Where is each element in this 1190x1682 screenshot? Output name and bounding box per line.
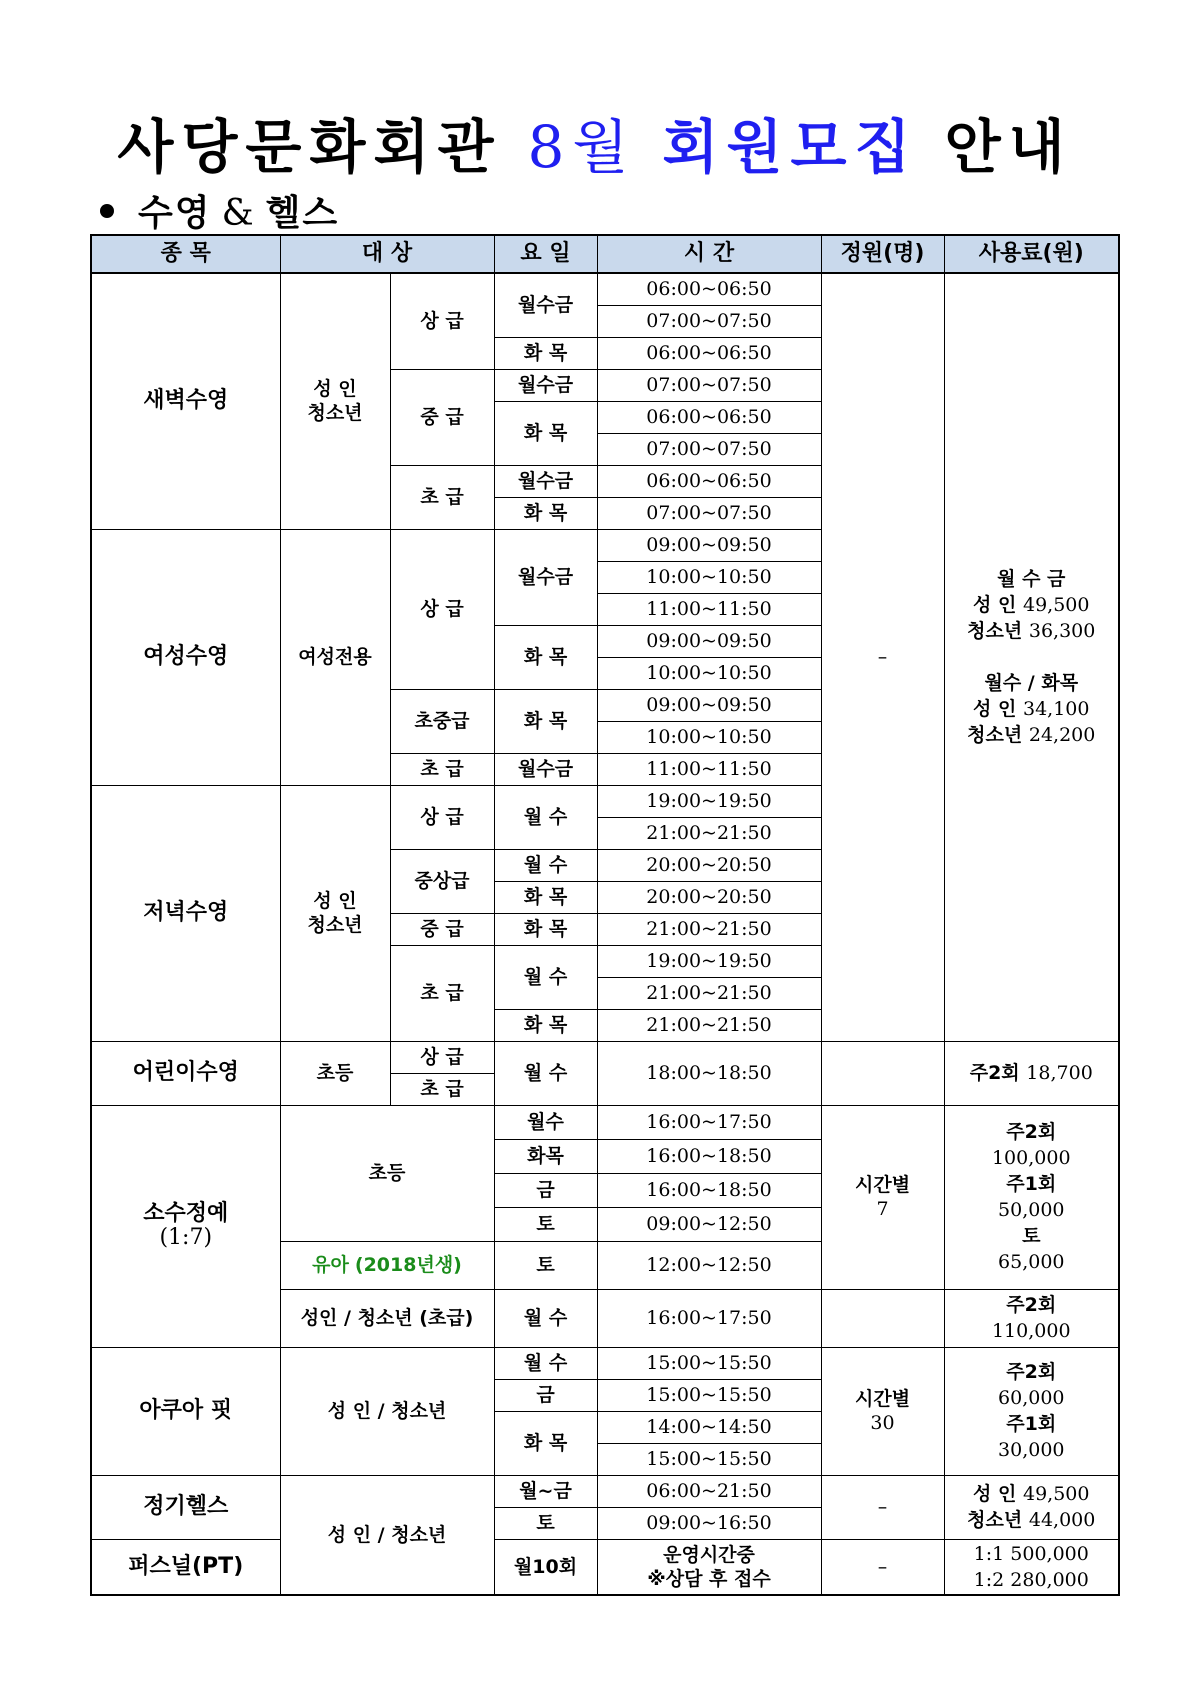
program-evening-swim: 저녁수영	[91, 785, 280, 1041]
capacity-swim: –	[821, 273, 944, 1041]
header-capacity: 정원(명)	[821, 235, 944, 273]
table-row: 화 목 06:00~06:50	[91, 337, 1119, 369]
header-fee: 사용료(원)	[944, 235, 1119, 273]
table-row: 화 목 07:00~07:50	[91, 497, 1119, 529]
program-aqua-fit: 아쿠아 핏	[91, 1347, 280, 1475]
table-row: 금 16:00~18:50	[91, 1173, 1119, 1207]
program-women-swim: 여성수영	[91, 529, 280, 785]
title-part3: 회원모집	[662, 113, 919, 181]
target-women-only: 여성전용	[280, 529, 390, 785]
table-row: 10:00~10:50	[91, 561, 1119, 593]
header-time: 시 간	[597, 235, 821, 273]
title-part4: 안내	[944, 113, 1073, 181]
table-row: 금 15:00~15:50	[91, 1379, 1119, 1411]
table-row: 10:00~10:50	[91, 721, 1119, 753]
header-target: 대 상	[280, 235, 494, 273]
program-pt: 퍼스널(PT)	[91, 1539, 280, 1595]
program-gym: 정기헬스	[91, 1475, 280, 1539]
table-header-row	[91, 235, 1119, 273]
table-row: 초중급 화 목 09:00~09:50	[91, 689, 1119, 721]
table-row: 화 목 20:00~20:50	[91, 881, 1119, 913]
table-row: 유아 (2018년생) 토 12:00~12:50	[91, 1241, 1119, 1289]
section-subtitle: 수영 & 헬스	[100, 185, 339, 236]
program-kids-swim: 어린이수영	[91, 1041, 280, 1105]
fee-aqua: 주2회 60,000 주1회 30,000	[944, 1347, 1119, 1475]
table-row: 화 목 14:00~14:50	[91, 1411, 1119, 1443]
table-row: 성인 / 청소년 (초급) 월 수 16:00~17:50 주2회 110,000	[91, 1289, 1119, 1347]
table-row: 10:00~10:50	[91, 657, 1119, 689]
target-adult-youth: 성 인 청소년	[280, 273, 390, 529]
fee-swim: 월 수 금 성 인 49,500 청소년 36,300 월수 / 화목 성 인 34,100 청소년 24,200	[944, 273, 1119, 1041]
schedule-table	[90, 234, 1120, 1596]
capacity-aqua: 시간별 30	[821, 1347, 944, 1475]
fee-small-group-adult: 주2회 110,000	[944, 1289, 1119, 1347]
table-row: 화 목 09:00~09:50	[91, 625, 1119, 657]
table-row: 퍼스널(PT) 월10회 운영시간중 ※상담 후 접수 – 1:1 500,000 1:2 280,000	[91, 1539, 1119, 1567]
table-row: 중 급 화 목 21:00~21:50	[91, 913, 1119, 945]
table-row: 여성수영 여성전용 상 급 월수금 09:00~09:50	[91, 529, 1119, 561]
table-row: 07:00~07:50	[91, 433, 1119, 465]
table-row: 토 09:00~12:50	[91, 1207, 1119, 1241]
table-row: 새벽수영 성 인 청소년 상 급 월수금 06:00~06:50 – 월 수 금 성 인 49,500 청소년 36,300 월수 / 화목 성 인 34,100 청소년 24,200	[91, 273, 1119, 305]
target-adult-youth: 성 인 청소년	[280, 785, 390, 1041]
table-row: 아쿠아 핏 성 인 / 청소년 월 수 15:00~15:50 시간별 30 주2회 60,000 주1회 30,000	[91, 1347, 1119, 1379]
target-infant: 유아 (2018년생)	[280, 1241, 494, 1289]
table-row: 중 급 월수금 07:00~07:50	[91, 369, 1119, 401]
table-row: 초 급 월수금 06:00~06:50	[91, 465, 1119, 497]
title-month: 8월	[527, 113, 637, 181]
fee-pt: 1:1 500,000 1:2 280,000	[944, 1539, 1119, 1595]
table-row: 화 목 06:00~06:50	[91, 401, 1119, 433]
fee-gym: 성 인 49,500 청소년 44,000	[944, 1475, 1119, 1539]
time-pt: 운영시간중 ※상담 후 접수	[597, 1539, 821, 1595]
table-row: 화 목 21:00~21:50	[91, 1009, 1119, 1041]
table-row: 21:00~21:50	[91, 977, 1119, 1009]
page-title	[0, 100, 1190, 184]
program-small-group: 소수정예 (1:7)	[91, 1105, 280, 1347]
table-row: 07:00~07:50	[91, 305, 1119, 337]
table-row: 소수정예 (1:7) 초등 월수 16:00~17:50 시간별 7 주2회 100,000 주1회 50,000 토 65,000	[91, 1105, 1119, 1139]
program-dawn-swim: 새벽수영	[91, 273, 280, 529]
table-row: 중상급 월 수 20:00~20:50	[91, 849, 1119, 881]
table-row: 화목 16:00~18:50	[91, 1139, 1119, 1173]
header-program: 종 목	[91, 235, 280, 273]
title-part1: 사당문화회관	[117, 113, 502, 181]
table-row: 21:00~21:50	[91, 817, 1119, 849]
header-days: 요 일	[494, 235, 597, 273]
table-row: 초 급	[91, 1073, 1119, 1105]
capacity-small-group: 시간별 7	[821, 1105, 944, 1289]
table-row: 초 급 월수금 11:00~11:50	[91, 753, 1119, 785]
fee-kids: 주2회 18,700	[944, 1041, 1119, 1105]
table-row: 토 09:00~16:50	[91, 1507, 1119, 1539]
table-row: 어린이수영 초등 상 급 월 수 18:00~18:50 주2회 18,700	[91, 1041, 1119, 1073]
table-row: 15:00~15:50	[91, 1443, 1119, 1475]
table-row: 저녁수영 성 인 청소년 상 급 월 수 19:00~19:50	[91, 785, 1119, 817]
fee-small-group: 주2회 100,000 주1회 50,000 토 65,000	[944, 1105, 1119, 1289]
table-row: 11:00~11:50	[91, 593, 1119, 625]
table-row: 초 급 월 수 19:00~19:50	[91, 945, 1119, 977]
table-row: 정기헬스 성 인 / 청소년 월~금 06:00~21:50 – 성 인 49,500 청소년 44,000	[91, 1475, 1119, 1507]
bullet-icon	[100, 204, 114, 218]
